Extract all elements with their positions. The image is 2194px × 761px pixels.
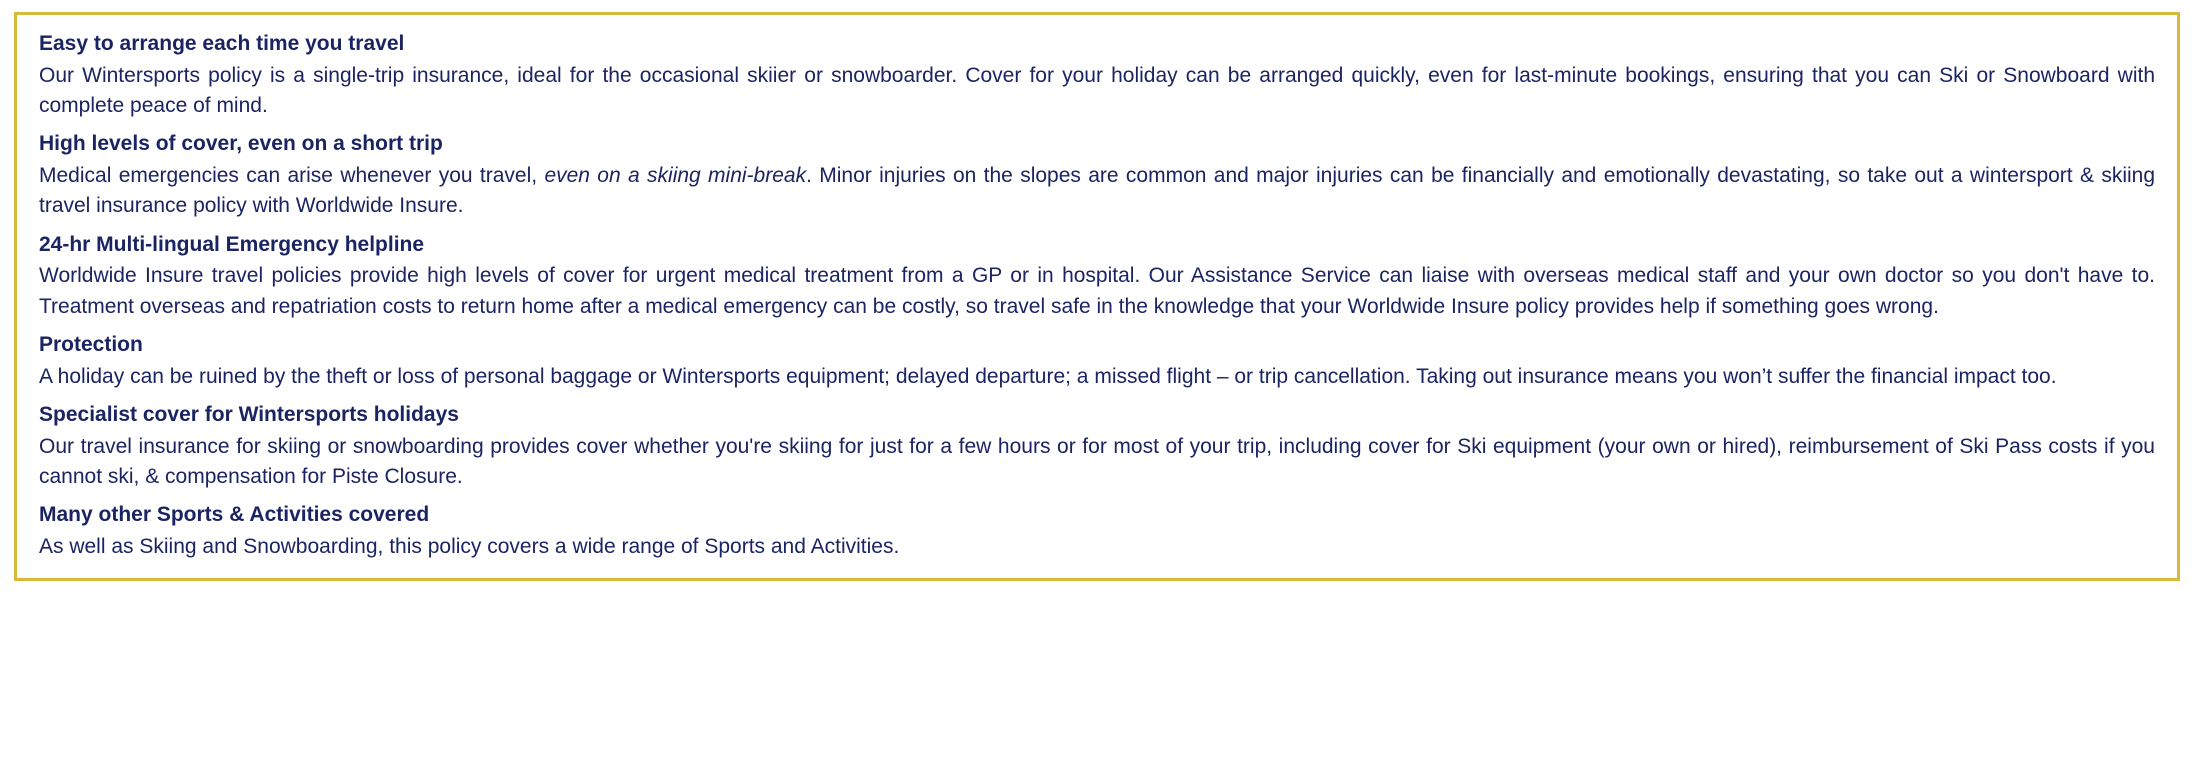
section-body: A holiday can be ruined by the theft or loss of personal baggage or Wintersports equipment; delayed departure; a missed flight – or trip cancellation. Taking out insurance means you won’t suffer the financial impact too. (39, 364, 2057, 388)
section-heading: High levels of cover, even on a short trip (39, 132, 443, 156)
section-body-part1: Medical emergencies can arise whenever you travel, (39, 164, 545, 188)
section-body: Worldwide Insure travel policies provide high levels of cover for urgent medical treatment from a GP or in hospital. Our Assistance Service can liaise with overseas medical staff and your own doctor so you don't have to. Treatment overseas and repatriation costs to return home after a medical emergency can be costly, so travel safe in the knowledge that your Worldwide Insure policy provides help if something goes wrong. (39, 264, 2155, 318)
wintersports-benefits-panel (14, 12, 2180, 581)
section-high-levels-of-cover (39, 129, 2155, 221)
section-heading: 24-hr Multi-lingual Emergency helpline (39, 232, 425, 256)
section-body: As well as Skiing and Snowboarding, this policy covers a wide range of Sports and Activities. (39, 534, 900, 558)
section-heading: Protection (39, 332, 143, 356)
section-easy-to-arrange (39, 29, 2155, 121)
section-heading: Specialist cover for Wintersports holidays (39, 402, 459, 426)
section-heading: Many other Sports & Activities covered (39, 503, 430, 527)
section-specialist-cover (39, 400, 2155, 492)
section-body-emphasis: even on a skiing mini-break (544, 164, 807, 188)
section-protection (39, 330, 2155, 392)
section-other-sports-activities (39, 500, 2155, 562)
section-emergency-helpline (39, 230, 2155, 322)
section-body: Our Wintersports policy is a single-trip insurance, ideal for the occasional skiier or snowboarder. Cover for your holiday can be arranged quickly, even for last-minute bookings, ensuring that you can Ski or Snowboard with complete peace of mind. (39, 63, 2155, 118)
section-body: Our travel insurance for skiing or snowboarding provides cover whether you're skiing for just for a few hours or for most of your trip, including cover for Ski equipment (your own or hired), reimbursement of Ski Pass costs if you cannot ski, & compensation for Piste Closure. (39, 434, 2155, 488)
section-body-part2: . Minor injuries on the slopes are common and major injuries can be financially and emotionally devastating, so take out a wintersport & skiing travel insurance policy with Worldwide Insure. (39, 164, 2156, 218)
section-body (39, 161, 2155, 221)
section-heading: Easy to arrange each time you travel (39, 32, 405, 55)
